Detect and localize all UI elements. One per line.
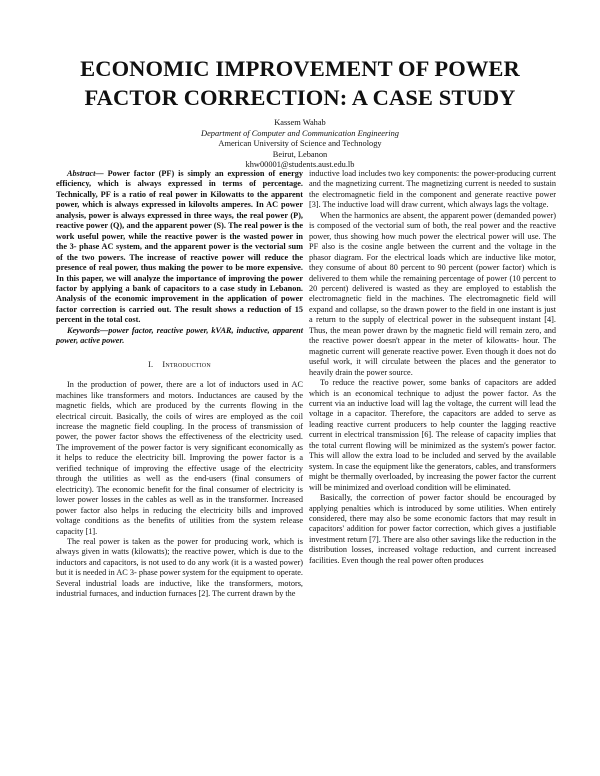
keywords: Keywords—power factor, reactive power, kVAR, inductive, apparent power, active power. <box>56 325 303 346</box>
abstract <box>56 169 303 326</box>
section-number: I. <box>148 359 154 369</box>
body-paragraph: To reduce the reactive power, some banks of capacitors are added which is an economical technique to adjust the power factor. As the current via an inductive load will lag the voltage, the current will lead the voltage in a capacitor. Therefore, the capacitors are added to serve as leading reactive current producers to help counter the lagging reactive current in electrical transmission [6]. The release of capacity implies that the total current flowing will be minimized as the system's power factor. This will allow the extra load to be included and served by the available system. In case the equipment like the generators, cables, and transformers might be thermally overloaded, by increasing the power factor the current will be minimized and overload condition will be eliminated. <box>309 378 556 492</box>
body-paragraph: The real power is taken as the power for producing work, which is always given in watts (kilowatts); the reactive power, which is due to the inductors and capacitors, is not used to do any work (it is a wasted power) but it is needed in AC 3- phase power system for the equipment to operate. Several industrial loads are inductive, like the transformers, motors, industrial furnaces, and induction furnaces [2]. The current drawn by the <box>56 536 303 599</box>
author-email: khw00001@students.aust.edu.lb <box>245 160 355 170</box>
body-paragraph: When the harmonics are absent, the apparent power (demanded power) is composed of the vectorial sum of both, the real power and the reactive power, thus showing how much power the electrical power will use. The PF also is the cosine angle between the current and the voltage in the phasor diagram. For the electrical loads which are inductive like motor, they consume of about 80 percent to 90 percent (power factor) which is delivered to them while the remaining percentage of power (10 percent to 20 percent) delivered is wasted as they are employed to establish the electromagnetic field in the machines. The electromagnetic field will expand and collapse, so the drawn power to the field in one instant is just a return to the supply of electrical power in the subsequent instant [4]. Thus, the mean power drawn by the magnetic field will remain zero, and the reactive power doesn't appear in the meter of kilowatts- hour. The magnetic current will generate reactive power. Even though it does not do useful work, it will circulate between the places and the generator to heavily drain the power source. <box>309 210 556 377</box>
body-paragraph: inductive load includes two key components: the power-producing current and the magnetizing current. The magnetizing current is needed to sustain the electromagnetic field in the component and generate reactive power [3]. The inductive load will draw current, which always lags the voltage. <box>309 169 556 210</box>
paper-title <box>40 54 560 112</box>
right-column <box>309 169 556 566</box>
section-title: Introduction <box>162 359 211 369</box>
abstract-label: Abstract— <box>67 169 104 178</box>
body-paragraph: Basically, the correction of power factor should be encouraged by applying penalties which is introduced by some utilities. When entirely considered, there may also be some economic factors that may result in capacitors' addition for power factor correction, which gives a justifiable investment return [7]. There are also other savings like the reduction in the distribution losses, increased voltage reduction, and current increased facilities. Even though the real power often produces <box>309 493 556 565</box>
body-paragraph: In the production of power, there are a lot of inductors used in AC machines like transformers and motors. Inductances are caused by the magnetic fields, which are produced by the currents flowing in the electrical circuit. Basically, the coils of wires are employed as the coil increase the magnetic field coupling. In the process of transmission of power, the power factor shows the effectiveness of the electricity used. The improvement of the power factor is very significant economically as it helps to reduce the electricity bill. Improving the power factor is a verified technique of improving the effective usage of the electricity through the utilities as well as the end-users (final consumers of electricity). The economic benefit for the final consumer of electricity is lower power losses in the cables as well as in the transformer. Increased power factor also helps in reducing the electricity bills and improved voltage conditions as the benefits of utilities from the system release capacity [1]. <box>56 380 303 536</box>
title-line-2: FACTOR CORRECTION: A CASE STUDY <box>84 85 516 110</box>
abstract-text: Power factor (PF) is simply an expression of energy efficiency, which is always expressed in terms of percentage. Technically, PF is a ratio of real power in Kilowatts to the apparent power, which is always expressed in kilovolts amperes. In AC power analysis, power is always expressed in three ways, the real power (P), reactive power (Q), and the apparent power (S). The real power is the work useful power, while the reactive power is the wasted power in the 3- phase AC system, and the apparent power is the vectorial sum of the two powers. The increase of reactive power will reduce the presence of real power, thus making the power to be more expensive. In this paper, we will analyze the importance of improving the power factor by applying a bank of capacitors to a case study in Lebanon. Analysis of the economic improvement in the application of power factor correction is carried out. The result shows a reduction of 15 percent in the total cost. <box>56 169 303 325</box>
left-column <box>56 169 303 600</box>
author-block <box>100 118 500 171</box>
section-heading <box>56 360 303 370</box>
author-city: Beirut, Lebanon <box>272 149 328 159</box>
author-department: Department of Computer and Communication Engineering <box>201 128 399 138</box>
author-name: Kassem Wahab <box>274 118 326 127</box>
title-line-1: ECONOMIC IMPROVEMENT OF POWER <box>80 56 520 81</box>
author-university: American University of Science and Technology <box>218 139 382 149</box>
